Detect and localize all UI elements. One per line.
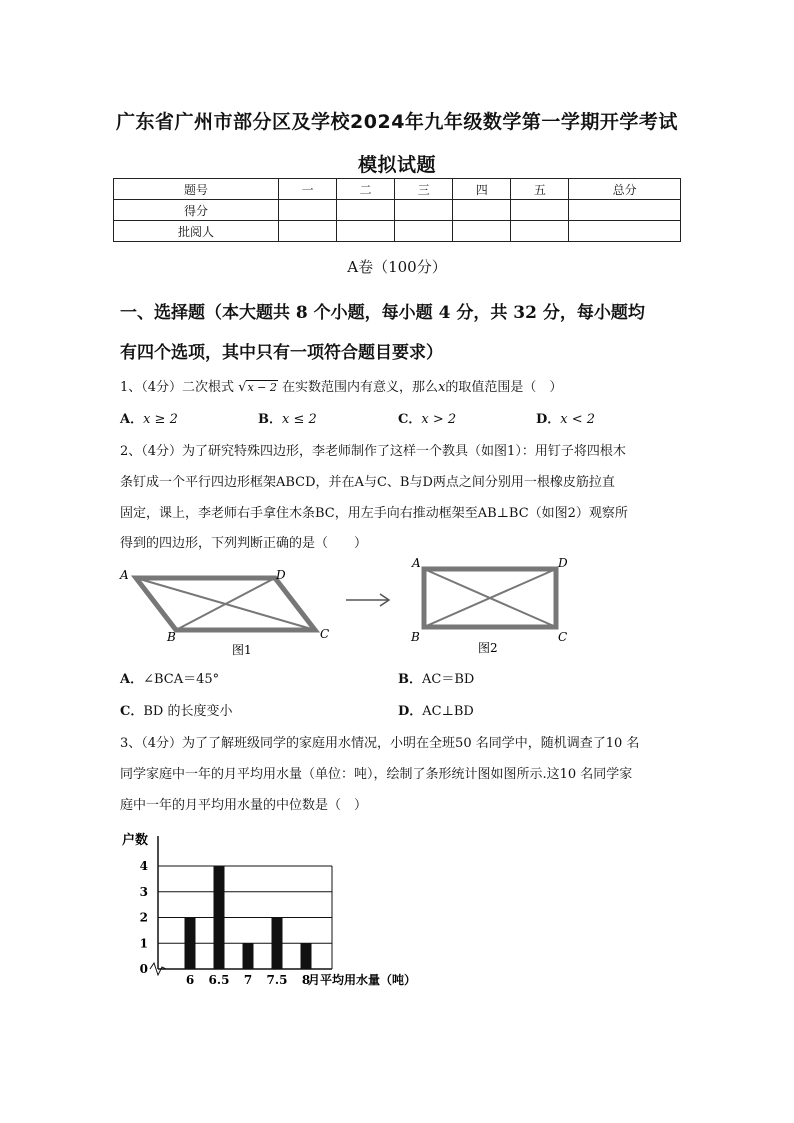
fig2-label-b: B — [411, 630, 420, 644]
fig2-label-d: D — [558, 556, 568, 570]
chart-x-axis-label: 月平均用水量（吨） — [308, 973, 417, 987]
x-tick-label: 6 — [185, 973, 195, 987]
score-cell[interactable] — [569, 221, 681, 242]
q1-option-d[interactable] — [536, 408, 595, 427]
q2-option-a-letter: A． — [120, 672, 144, 687]
score-header-cell: 四 — [453, 179, 511, 200]
q1-option-b[interactable] — [258, 408, 317, 427]
bar — [243, 943, 254, 969]
x-tick-label: 7 — [243, 973, 253, 987]
q3-line3: 庭中一年的月平均用水量的中位数是（ ） — [120, 798, 368, 813]
q1-option-a-text: x ≥ 2 — [143, 412, 178, 427]
score-cell[interactable] — [511, 200, 569, 221]
figure-1-parallelogram — [110, 560, 340, 660]
q2-option-b-letter: B． — [398, 672, 422, 687]
exam-title-line2: 模拟试题 — [357, 154, 436, 176]
q2-line4: 得到的四边形，下列判断正确的是（ ） — [120, 536, 368, 551]
q2-line1: 2、（4分）为了研究特殊四边形，李老师制作了这样一个教具（如图1）：用钉子将四根木 — [120, 444, 626, 459]
q2-line2: 条钉成一个平行四边形框架ABCD，并在A与C、B与D两点之间分别用一根橡皮筋拉直 — [120, 475, 615, 490]
part1-heading-line1: 一、选择题（本大题共 8 个小题，每小题 4 分，共 32 分，每小题均 — [120, 303, 645, 323]
q3-line1: 3、（4分）为了了解班级同学的家庭用水情况，小明在全班50 名同学中，随机调查了10 名 — [120, 736, 640, 751]
q2-option-d[interactable] — [398, 700, 474, 719]
q2-option-b-text: AC＝BD — [422, 672, 475, 687]
q2-option-a-text: ∠BCA＝45° — [143, 672, 220, 687]
figure-2-rectangle — [402, 552, 582, 660]
q1-option-c-text: x > 2 — [421, 412, 457, 427]
score-cell[interactable] — [395, 221, 453, 242]
q2-option-d-letter: D． — [398, 704, 423, 719]
section-a-heading: A卷（100分） — [347, 258, 447, 276]
q1-radical: √x − 2 — [238, 380, 277, 395]
fig1-label-a: A — [120, 568, 129, 582]
chart-y-axis-label: 户数 — [122, 833, 149, 848]
score-header-cell: 二 — [337, 179, 395, 200]
chart-y-ticks — [140, 859, 148, 976]
x-tick-label: 7.5 — [266, 973, 288, 987]
y-tick-label: 2 — [139, 910, 148, 925]
y-tick-label: 4 — [139, 859, 148, 873]
part1-heading-line2: 有四个选项，其中只有一项符合题目要求） — [120, 343, 443, 363]
q3-line2: 同学家庭中一年的月平均用水量（单位：吨），绘制了条形统计图如图所示.这10 名同学家 — [120, 767, 633, 782]
q2-option-a[interactable] — [120, 668, 219, 687]
score-table-row — [114, 200, 681, 221]
x-tick-label: 8 — [301, 973, 311, 987]
q1-option-a[interactable] — [120, 408, 178, 427]
score-table-header-row — [114, 179, 681, 200]
score-header-cell: 总分 — [569, 179, 681, 200]
fig2-caption: 图2 — [478, 641, 498, 655]
q1-suffix: 的取值范围是（ ） — [445, 380, 563, 395]
score-row-label: 批阅人 — [114, 221, 279, 242]
bar — [185, 918, 196, 970]
q1-option-d-text: x < 2 — [560, 412, 596, 427]
score-header-cell: 一 — [279, 179, 337, 200]
q1-var: x — [438, 380, 446, 395]
bar — [301, 943, 312, 969]
q2-option-c-text: BD 的长度变小 — [143, 704, 233, 719]
question-1 — [120, 376, 680, 395]
score-cell[interactable] — [279, 200, 337, 221]
q2-option-c[interactable] — [120, 700, 232, 719]
bar — [272, 918, 283, 970]
y-tick-label: 0 — [139, 962, 148, 976]
q1-option-c[interactable] — [398, 408, 456, 427]
q1-option-b-text: x ≤ 2 — [282, 412, 317, 427]
score-table-row — [114, 221, 681, 242]
q2-option-c-letter: C． — [120, 704, 144, 719]
bar — [214, 866, 225, 969]
score-cell[interactable] — [337, 200, 395, 221]
water-usage-bar-chart — [110, 826, 440, 996]
q2-option-d-text: AC⊥BD — [422, 704, 474, 719]
fig2-label-c: C — [558, 630, 568, 644]
fig1-label-d: D — [276, 568, 286, 582]
score-cell[interactable] — [453, 200, 511, 221]
chart-x-ticks — [186, 973, 310, 987]
x-tick-label: 6.5 — [208, 973, 230, 987]
score-row-label: 得分 — [114, 200, 279, 221]
right-arrow-icon — [342, 590, 394, 610]
fig1-label-c: C — [320, 627, 330, 641]
fig1-label-b: B — [167, 630, 176, 644]
y-tick-label: 1 — [139, 936, 148, 951]
diagonal-bd — [176, 578, 275, 630]
score-cell[interactable] — [337, 221, 395, 242]
score-header-cell: 题号 — [114, 179, 279, 200]
score-header-cell: 五 — [511, 179, 569, 200]
q2-option-b[interactable] — [398, 668, 474, 687]
q1-radicand: x − 2 — [247, 381, 277, 394]
q2-line3: 固定，课上，李老师右手拿住木条BC，用左手向右推动框架至AB⊥BC（如图2）观察所 — [120, 506, 628, 521]
score-cell[interactable] — [279, 221, 337, 242]
q1-option-c-letter: C． — [398, 412, 422, 427]
fig2-label-a: A — [412, 556, 421, 570]
q1-option-d-letter: D． — [536, 412, 561, 427]
score-cell[interactable] — [453, 221, 511, 242]
score-header-cell: 三 — [395, 179, 453, 200]
q1-middle: 在实数范围内有意义，那么 — [282, 380, 439, 395]
y-tick-label: 3 — [139, 884, 148, 899]
fig1-caption: 图1 — [232, 643, 252, 657]
exam-title-line1: 广东省广州市部分区及学校2024年九年级数学第一学期开学考试 — [116, 111, 678, 133]
score-cell[interactable] — [511, 221, 569, 242]
score-cell[interactable] — [395, 200, 453, 221]
q1-option-a-letter: A． — [120, 412, 144, 427]
q1-prefix: 1、（4分）二次根式 — [120, 380, 235, 395]
score-cell[interactable] — [569, 200, 681, 221]
q1-option-b-letter: B． — [258, 412, 282, 427]
score-table — [113, 178, 681, 242]
